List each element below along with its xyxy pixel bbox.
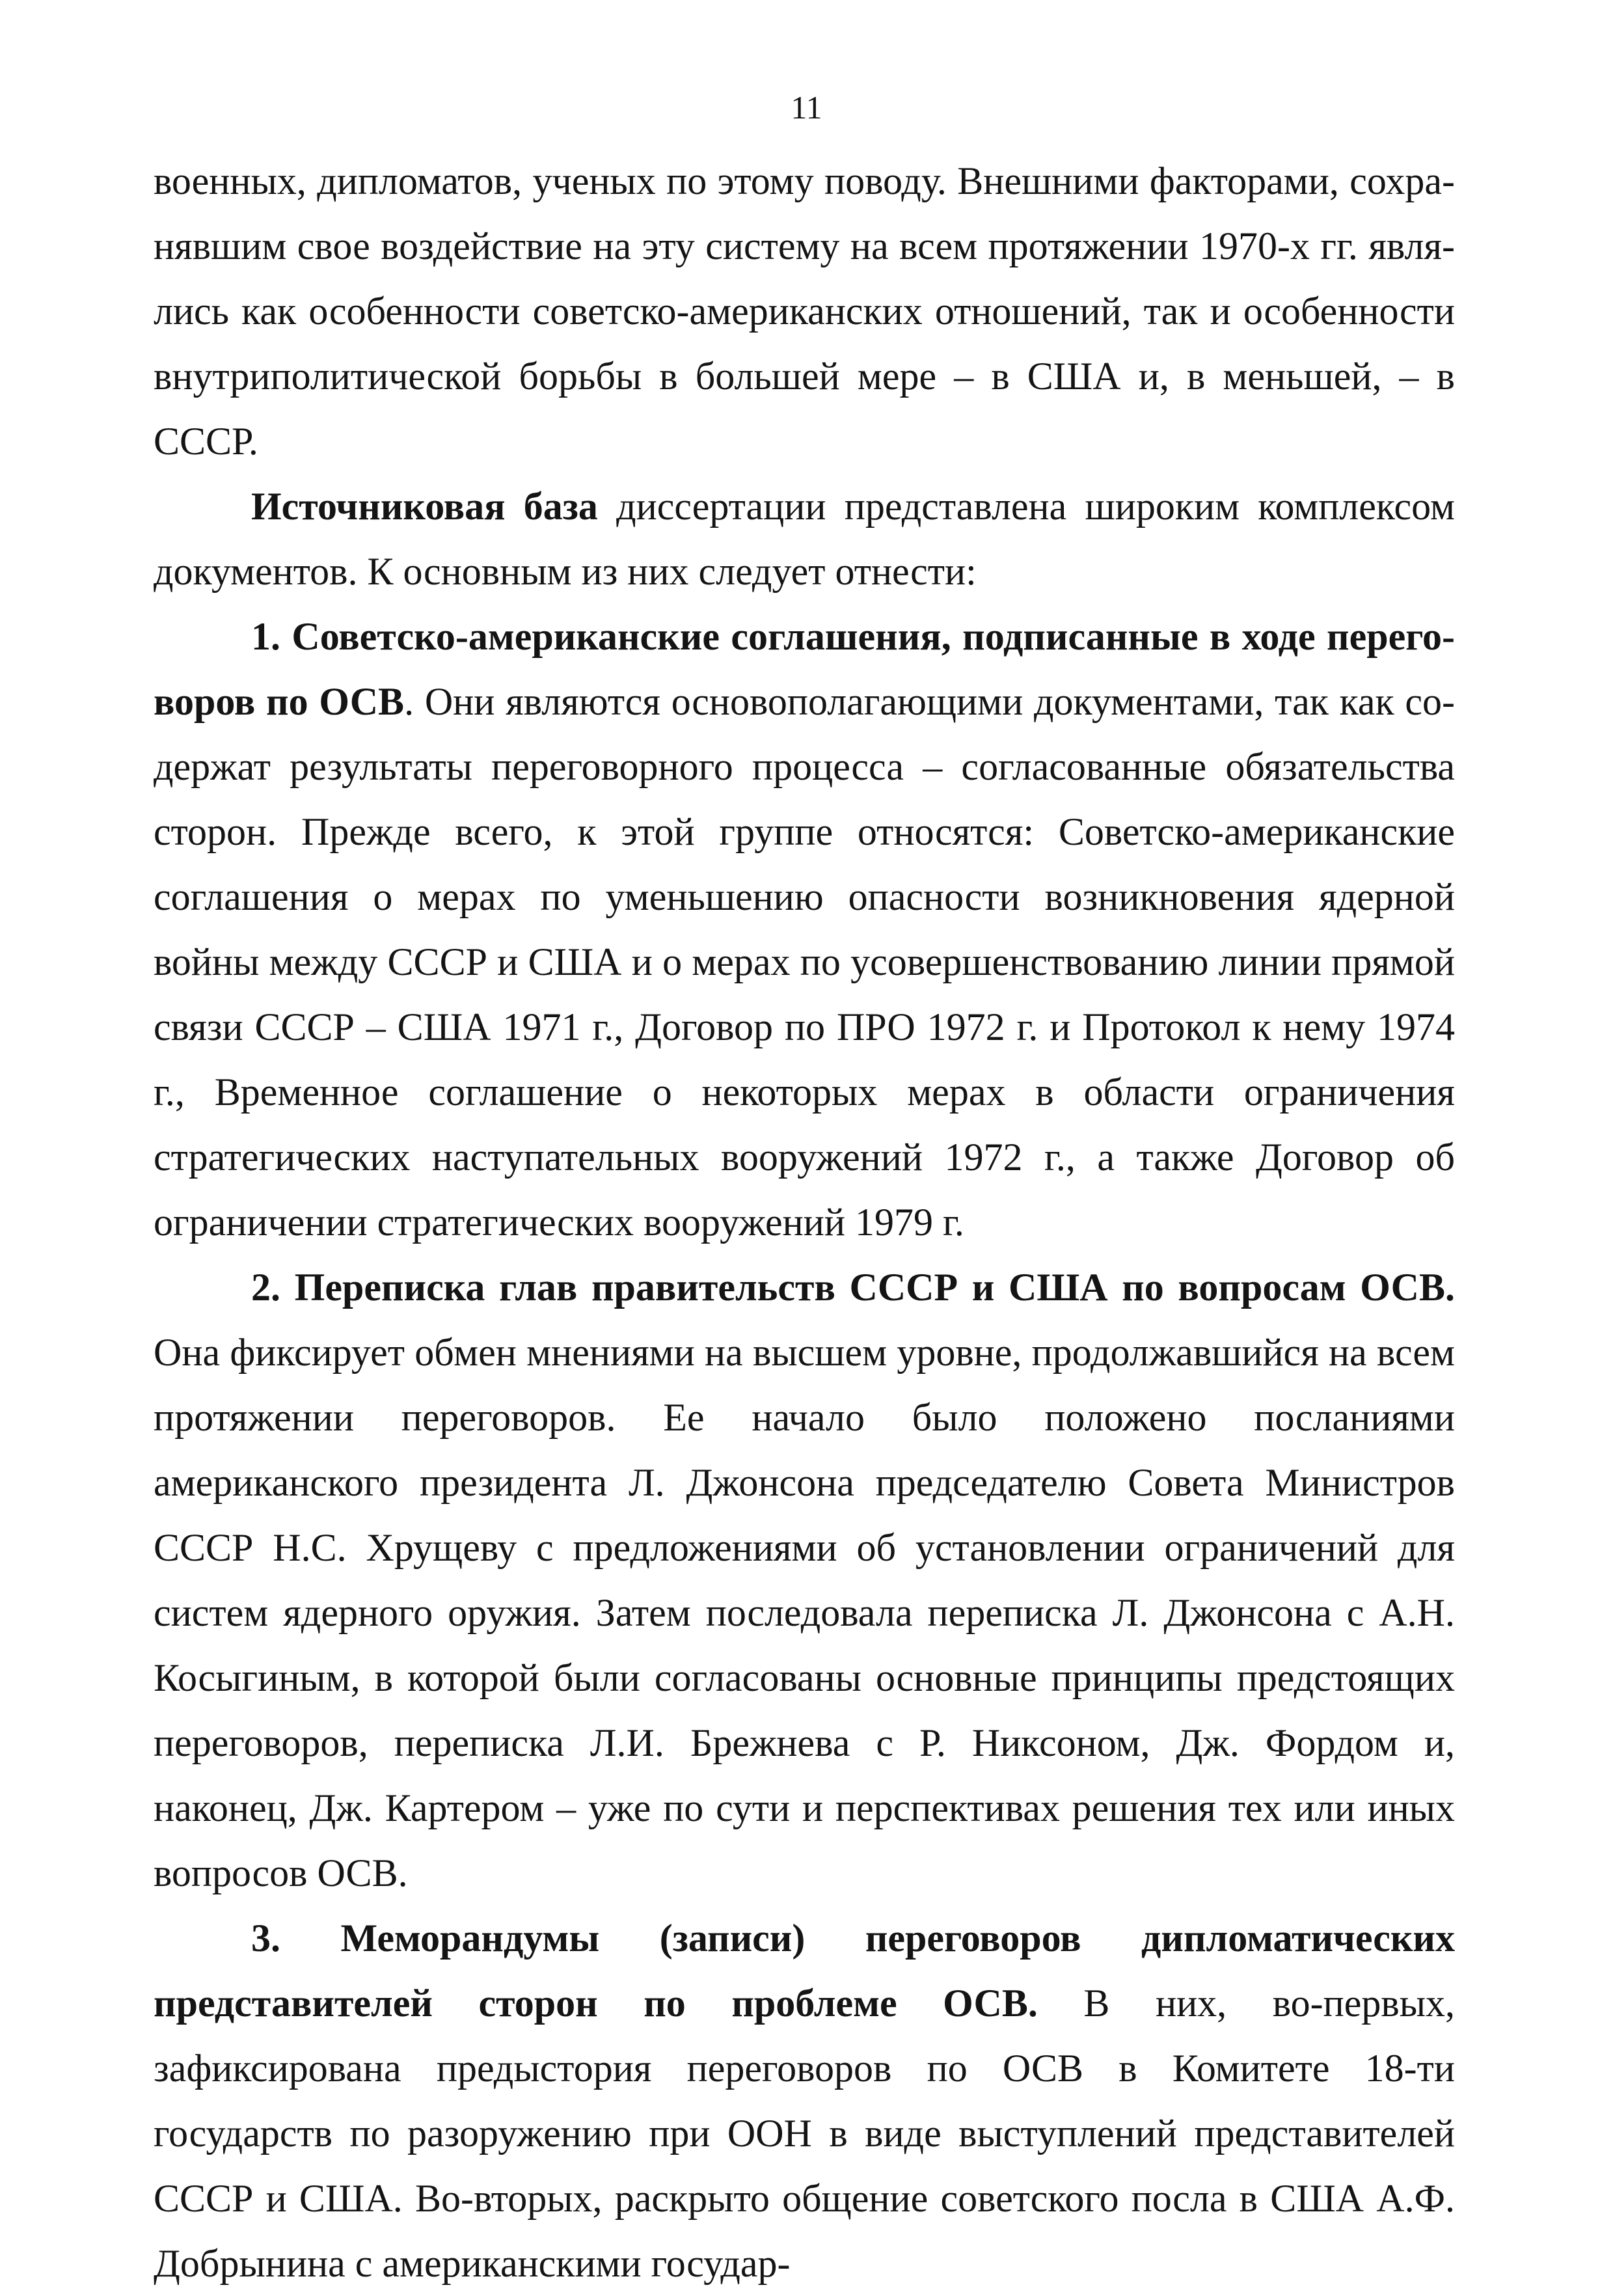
paragraph-heading: 3. Меморандумы (записи) переговоров дипломатических представителей сторон по проблеме ОСВ. — [154, 1917, 1455, 2025]
paragraph-source-base — [154, 474, 1455, 604]
paragraph-text: Она фиксирует обмен мнениями на высшем уровне, продолжавшийся на всем протяжении переговоров. Ее начало было положено посланиями американского президента Л. Джонсона председателю Совета Министров СССР Н.С. Хрущеву с предложениями об установлении ограничений для систем ядерного оружия. Затем последовала переписка Л. Джонсона с А.Н. Косыгиным, в которой были согласованы основные принципы предстоящих переговоров, переписка Л.И. Брежнева с Р. Никсоном, Дж. Фордом и, наконец, Дж. Картером – уже по сути и перспективах решения тех или иных вопросов ОСВ. — [154, 1331, 1455, 1894]
paragraph-source-3-memoranda — [154, 1906, 1455, 2296]
paragraph-heading: 1. Советско-американские соглашения, подписанные в ходе переговоров по ОСВ — [154, 615, 1455, 723]
paragraph-source-2-correspondence — [154, 1255, 1455, 1906]
paragraph-heading: Источниковая база — [251, 485, 598, 528]
paragraph-text: В них, во-первых, зафиксирована предыстория переговоров по ОСВ в Комитете 18-ти государств по разоружению при ООН в виде выступлений представителей СССР и США. Во-вторых, раскрыто общение советского посла в США А.Ф. Добрынина с американскими государ- — [154, 1982, 1456, 2285]
paragraph-text: . Они являются основополагающими документами, так как содержат результаты переговорного процесса – согласованные обязательства сторон. Прежде всего, к этой группе относятся: Советско-американские соглашения о мерах по уменьшению опасности возникновения ядерной войны между СССР и США и о мерах по усовершенствованию линии прямой связи СССР – США 1971 г., Договор по ПРО 1972 г. и Протокол к нему 1974 г., Временное соглашение о некоторых мерах в области ограничения стратегических наступательных вооружений 1972 г., а также Договор об ограничении стратегических вооружений 1979 г. — [154, 680, 1455, 1244]
paragraph-text: диссертации представлена широким комплексом документов. К основным из них следует отнести: — [154, 485, 1455, 593]
paragraph-source-1-agreements — [154, 604, 1455, 1255]
paragraph-heading: 2. Переписка глав правительств СССР и США по вопросам ОСВ. — [251, 1266, 1455, 1309]
paragraph-text: военных, дипломатов, ученых по этому поводу. Внешними факторами, сохранявшим свое воздействие на эту систему на всем протяжении 1970-х гг. являлись как особенности советско-американских отношений, так и особенности внутриполитической борьбы в большей мере – в США и, в меньшей, – в СССР. — [154, 159, 1455, 463]
page-number: 11 — [791, 89, 822, 126]
page-body — [154, 148, 1455, 2296]
paragraph-intro-continuation — [154, 148, 1455, 474]
